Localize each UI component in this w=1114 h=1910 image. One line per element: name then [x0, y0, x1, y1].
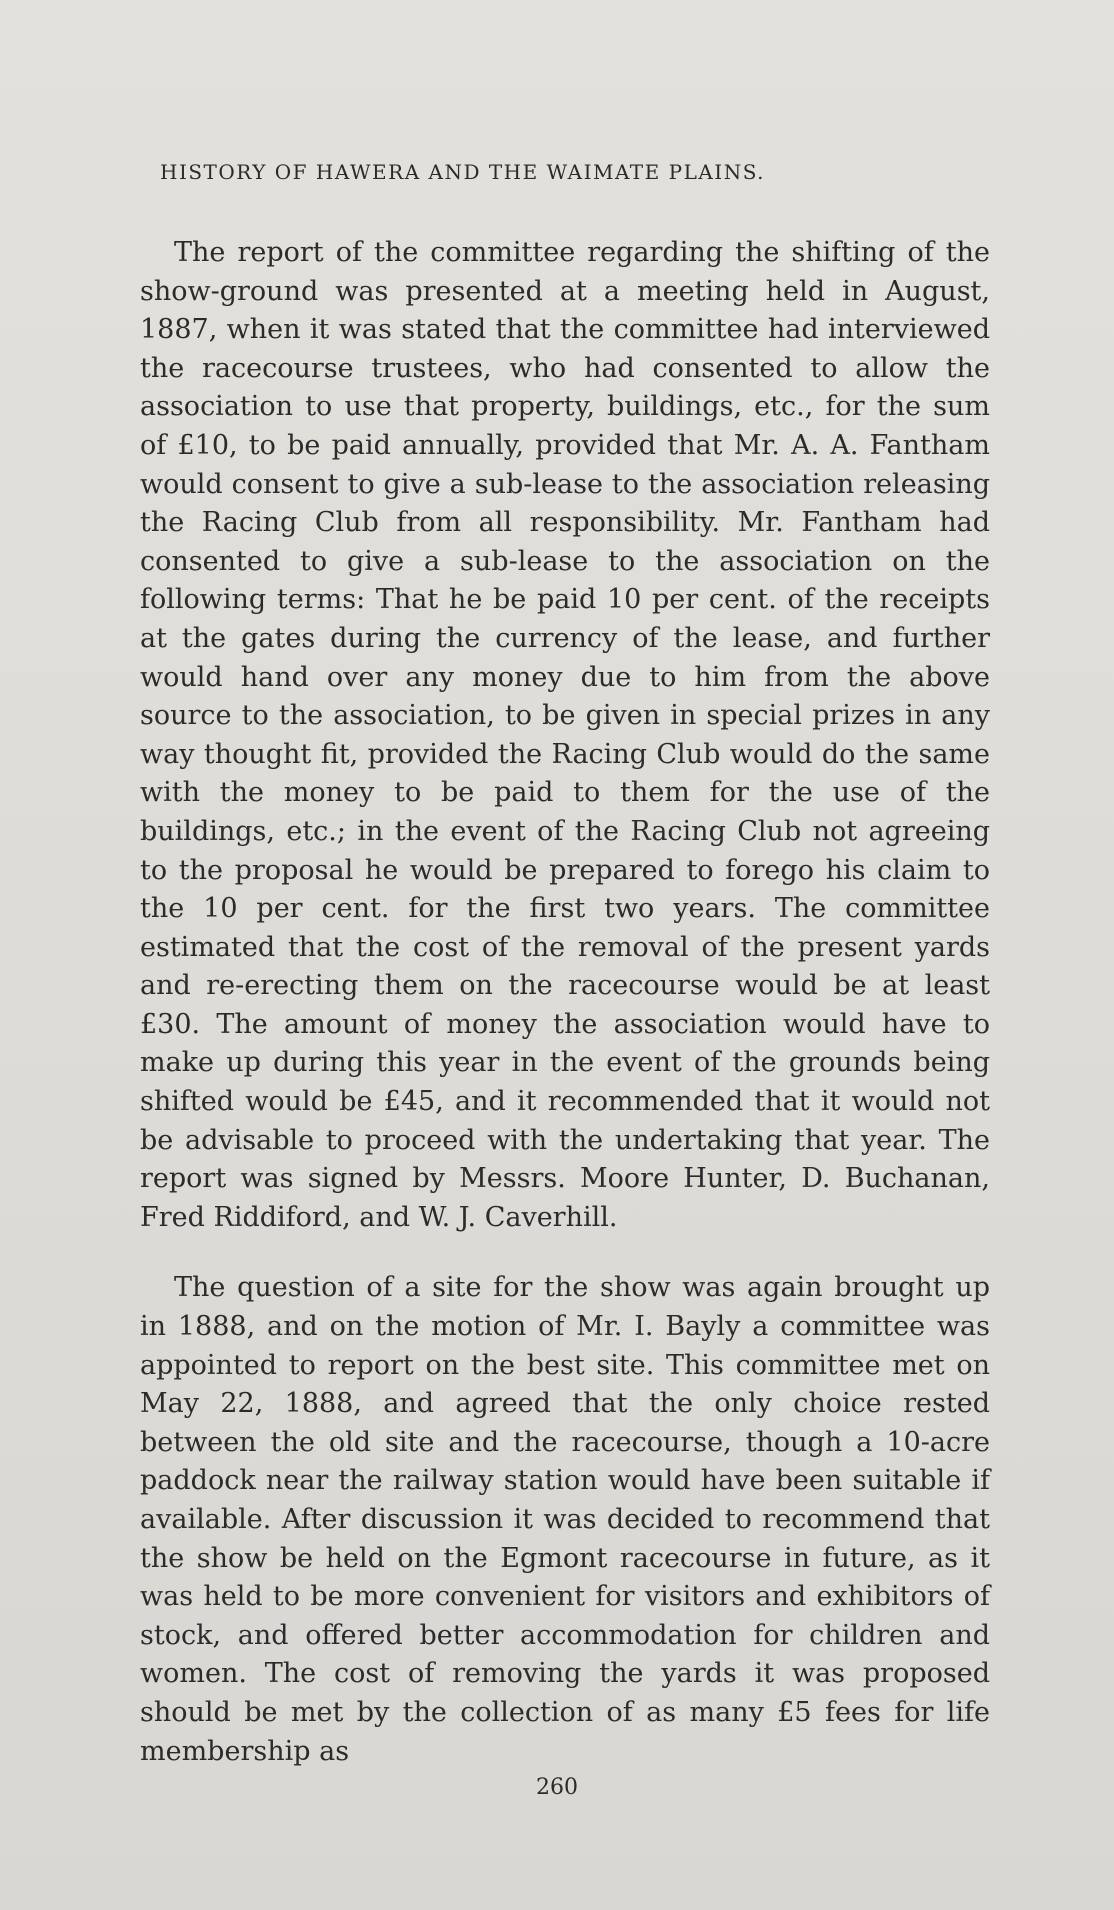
body-text — [140, 234, 990, 1771]
paragraph-1: The report of the committee regarding the shifting of the show-ground was presented at a meeting held in August, 1887, when it was stated that the committee had interviewed the racecourse trustees, who had consented to allow the association to use that property, buildings, etc., for the sum of £10, to be paid annually, provided that Mr. A. A. Fantham would consent to give a sub-lease to the association releasing the Racing Club from all responsibility. Mr. Fantham had consented to give a sub-lease to the association on the following terms: That he be paid 10 per cent. of the receipts at the gates during the currency of the lease, and further would hand over any money due to him from the above source to the association, to be given in special prizes in any way thought fit, provided the Racing Club would do the same with the money to be paid to them for the use of the buildings, etc.; in the event of the Racing Club not agreeing to the proposal he would be prepared to forego his claim to the 10 per cent. for the first two years. The committee estimated that the cost of the removal of the present yards and re-erecting them on the racecourse would be at least £30. The amount of money the association would have to make up during this year in the event of the grounds being shifted would be £45, and it recommended that it would not be advisable to proceed with the undertaking that year. The report was signed by Messrs. Moore Hunter, D. Buchanan, Fred Riddiford, and W. J. Caverhill. — [140, 237, 990, 1233]
running-header: HISTORY OF HAWERA AND THE WAIMATE PLAINS. — [160, 160, 766, 184]
paragraph-2: The question of a site for the show was again brought up in 1888, and on the motion of Mr. I. Bayly a committee was appointed to report on the best site. This committee met on May 22, 1888, and agreed that the only choice rested between the old site and the racecourse, though a 10-acre paddock near the railway station would have been suitable if available. After discussion it was decided to recommend that the show be held on the Egmont racecourse in future, as it was held to be more convenient for visitors and exhibitors of stock, and offered better accommodation for children and women. The cost of removing the yards it was proposed should be met by the collection of as many £5 fees for life membership as — [140, 1272, 990, 1767]
page-number: 260 — [536, 1775, 578, 1800]
